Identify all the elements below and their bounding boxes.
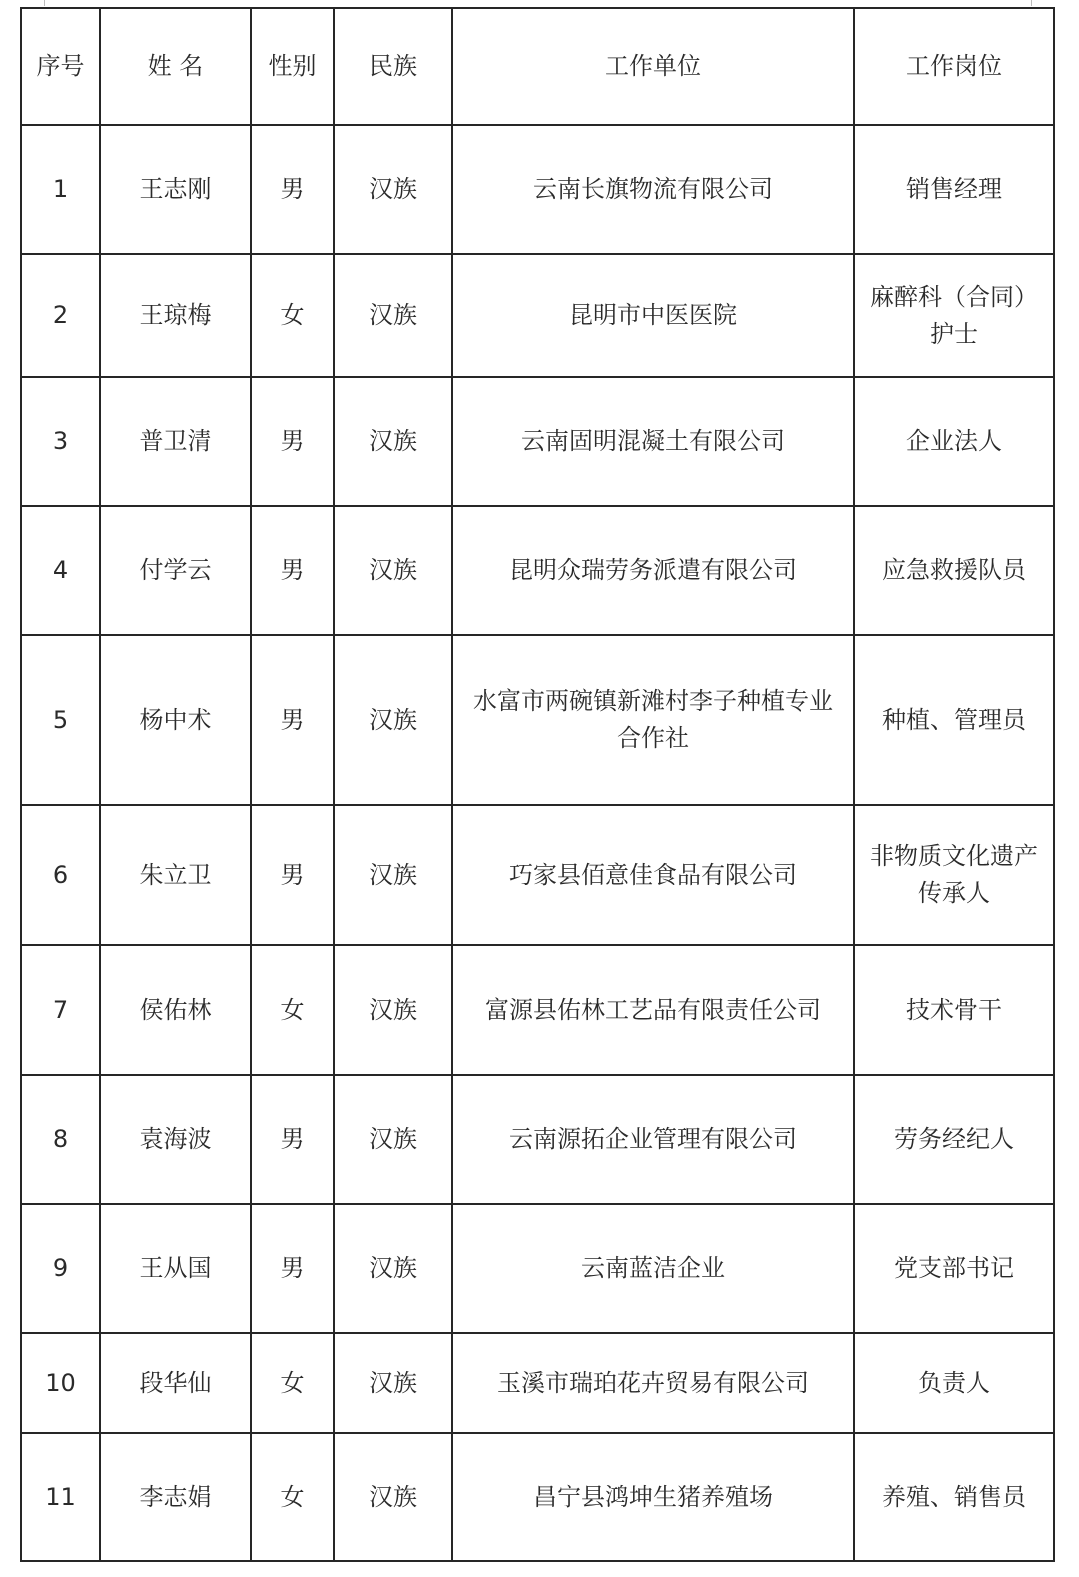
cell-seq: 8 (21, 1075, 100, 1204)
cell-seq: 9 (21, 1204, 100, 1333)
cell-sex: 男 (251, 506, 334, 635)
cell-post: 非物质文化遗产传承人 (854, 805, 1054, 945)
cell-sex: 男 (251, 125, 334, 254)
cell-seq: 6 (21, 805, 100, 945)
cell-post: 麻醉科（合同）护士 (854, 254, 1054, 377)
cell-name: 朱立卫 (100, 805, 251, 945)
cell-name: 袁海波 (100, 1075, 251, 1204)
header-post: 工作岗位 (854, 8, 1054, 125)
cell-ethnicity: 汉族 (334, 805, 452, 945)
cell-seq: 3 (21, 377, 100, 506)
header-unit: 工作单位 (452, 8, 854, 125)
cell-seq: 11 (21, 1433, 100, 1561)
cell-name: 李志娟 (100, 1433, 251, 1561)
cell-ethnicity: 汉族 (334, 1433, 452, 1561)
cell-seq: 1 (21, 125, 100, 254)
table-row (21, 1075, 1054, 1204)
cell-unit: 云南长旗物流有限公司 (452, 125, 854, 254)
table-row (21, 945, 1054, 1075)
cell-unit: 昆明市中医医院 (452, 254, 854, 377)
cell-sex: 女 (251, 254, 334, 377)
cell-sex: 男 (251, 1075, 334, 1204)
table-body (21, 125, 1054, 1561)
cell-name: 王从国 (100, 1204, 251, 1333)
cell-sex: 男 (251, 1204, 334, 1333)
cell-post: 销售经理 (854, 125, 1054, 254)
header-seq: 序号 (21, 8, 100, 125)
header-sex: 性别 (251, 8, 334, 125)
cell-post: 养殖、销售员 (854, 1433, 1054, 1561)
cell-ethnicity: 汉族 (334, 1333, 452, 1433)
cell-ethnicity: 汉族 (334, 506, 452, 635)
cell-unit: 云南源拓企业管理有限公司 (452, 1075, 854, 1204)
cell-seq: 10 (21, 1333, 100, 1433)
cell-name: 普卫清 (100, 377, 251, 506)
table-row (21, 506, 1054, 635)
personnel-table (20, 7, 1055, 1562)
page-edge-tick (1031, 0, 1032, 6)
cell-sex: 女 (251, 1433, 334, 1561)
table-row (21, 377, 1054, 506)
cell-post: 劳务经纪人 (854, 1075, 1054, 1204)
cell-ethnicity: 汉族 (334, 125, 452, 254)
table-row (21, 254, 1054, 377)
cell-post: 负责人 (854, 1333, 1054, 1433)
cell-unit: 玉溪市瑞珀花卉贸易有限公司 (452, 1333, 854, 1433)
header-ethnicity: 民族 (334, 8, 452, 125)
cell-ethnicity: 汉族 (334, 1204, 452, 1333)
cell-name: 王琼梅 (100, 254, 251, 377)
cell-unit: 昌宁县鸿坤生猪养殖场 (452, 1433, 854, 1561)
table-row (21, 1433, 1054, 1561)
table-header (21, 8, 1054, 125)
cell-sex: 女 (251, 945, 334, 1075)
table-row (21, 635, 1054, 805)
cell-post: 技术骨干 (854, 945, 1054, 1075)
cell-sex: 男 (251, 377, 334, 506)
cell-post: 种植、管理员 (854, 635, 1054, 805)
cell-name: 杨中术 (100, 635, 251, 805)
cell-name: 侯佑林 (100, 945, 251, 1075)
cell-seq: 7 (21, 945, 100, 1075)
cell-unit: 云南固明混凝土有限公司 (452, 377, 854, 506)
table-row (21, 125, 1054, 254)
cell-ethnicity: 汉族 (334, 635, 452, 805)
table-row (21, 1333, 1054, 1433)
cell-post: 应急救援队员 (854, 506, 1054, 635)
cell-unit: 富源县佑林工艺品有限责任公司 (452, 945, 854, 1075)
table-row (21, 1204, 1054, 1333)
cell-sex: 女 (251, 1333, 334, 1433)
cell-sex: 男 (251, 805, 334, 945)
cell-seq: 2 (21, 254, 100, 377)
cell-seq: 5 (21, 635, 100, 805)
cell-unit: 巧家县佰意佳食品有限公司 (452, 805, 854, 945)
cell-name: 段华仙 (100, 1333, 251, 1433)
page-edge-tick (44, 0, 45, 6)
cell-unit: 昆明众瑞劳务派遣有限公司 (452, 506, 854, 635)
cell-ethnicity: 汉族 (334, 1075, 452, 1204)
header-row (21, 8, 1054, 125)
cell-sex: 男 (251, 635, 334, 805)
cell-name: 付学云 (100, 506, 251, 635)
cell-seq: 4 (21, 506, 100, 635)
cell-unit: 云南蓝洁企业 (452, 1204, 854, 1333)
cell-name: 王志刚 (100, 125, 251, 254)
cell-post: 企业法人 (854, 377, 1054, 506)
cell-ethnicity: 汉族 (334, 254, 452, 377)
header-name: 姓 名 (100, 8, 251, 125)
cell-ethnicity: 汉族 (334, 945, 452, 1075)
table-row (21, 805, 1054, 945)
cell-ethnicity: 汉族 (334, 377, 452, 506)
cell-post: 党支部书记 (854, 1204, 1054, 1333)
cell-unit: 水富市两碗镇新滩村李子种植专业合作社 (452, 635, 854, 805)
